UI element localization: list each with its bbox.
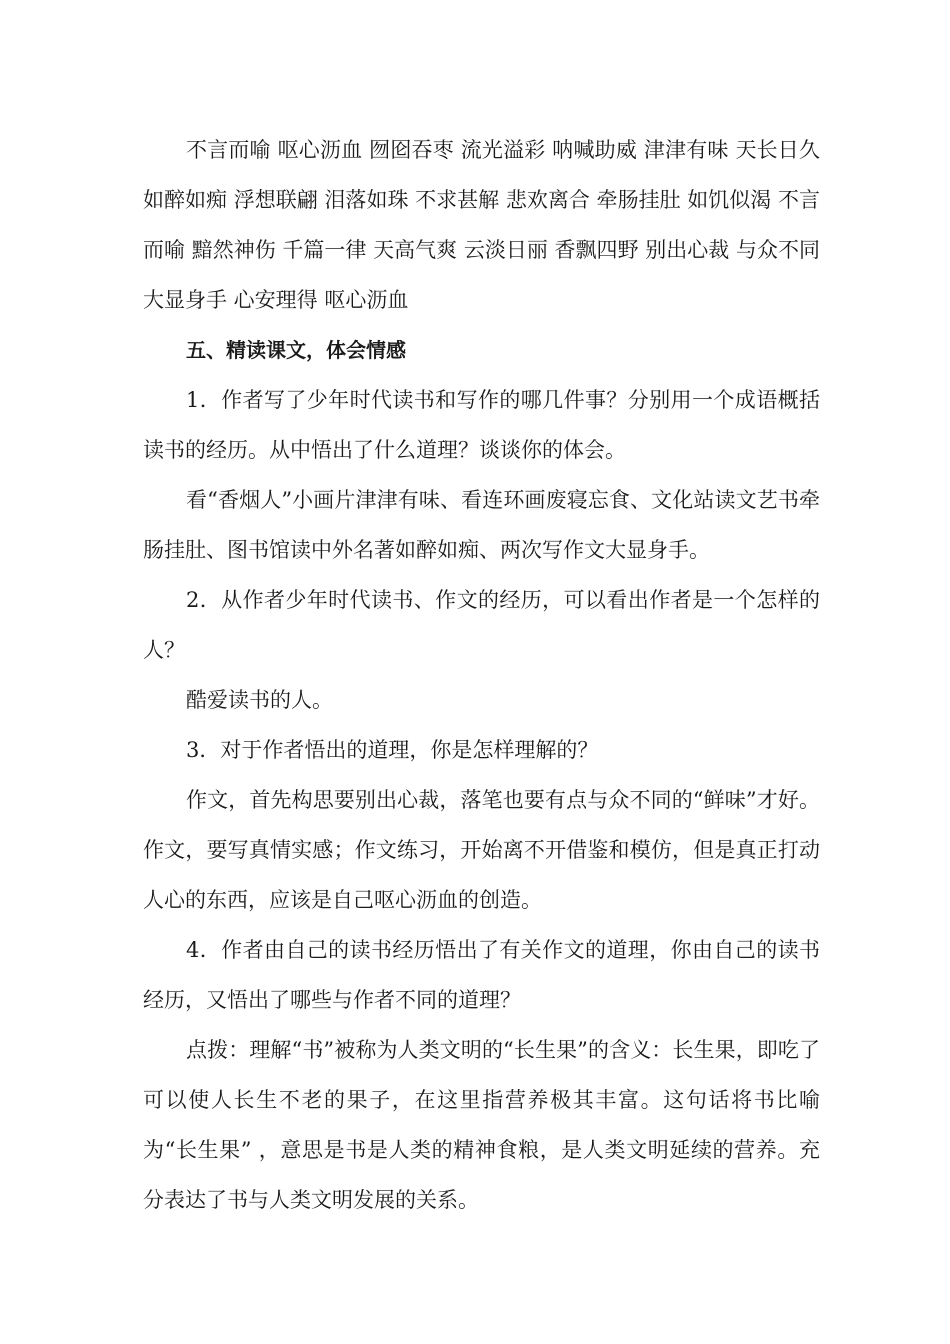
question-1: 1．作者写了少年时代读书和写作的哪几件事？分别用一个成语概括读书的经历。从中悟出了什么道理？谈谈你的体会。 [143,388,820,462]
answer-2: 酷爱读书的人。 [186,688,333,712]
vocabulary-list: 不言而喻 呕心沥血 囫囵吞枣 流光溢彩 呐喊助威 津津有味 天长日久 如醉如痴 浮想联翩 泪落如珠 不求甚解 悲欢离合 牵肠挂肚 如饥似渴 不言而喻 黯然神伤 千篇一律 天高气爽 云淡日丽 香飘四野 别出心裁 与众不同 大显身手 心安理得 呕心沥血 [143,138,820,312]
answer-3: 作文，首先构思要别出心裁，落笔也要有点与众不同的“鲜味”才好。作文，要写真情实感；作文练习，开始离不开借鉴和模仿，但是真正打动人心的东西，应该是自己呕心沥血的创造。 [143,788,820,912]
question-3: 3．对于作者悟出的道理，你是怎样理解的？ [186,738,599,762]
question-4: 4．作者由自己的读书经历悟出了有关作文的道理，你由自己的读书经历，又悟出了哪些与作者不同的道理？ [143,938,820,1012]
answer-1: 看“香烟人”小画片津津有味、看连环画废寝忘食、文化站读文艺书牵肠挂肚、图书馆读中外名著如醉如痴、两次写作文大显身手。 [143,488,820,562]
question-2: 2．从作者少年时代读书、作文的经历，可以看出作者是一个怎样的人？ [143,588,820,662]
answer-4: 点拨：理解“书”被称为人类文明的“长生果”的含义：长生果，即吃了可以使人长生不老的果子，在这里指营养极其丰富。这句话将书比喻为“长生果” ，意思是书是人类的精神食粮，是人类文明延续的营养。充分表达了书与人类文明发展的关系。 [143,1038,820,1212]
section-heading: 五、精读课文，体会情感 [186,338,406,362]
